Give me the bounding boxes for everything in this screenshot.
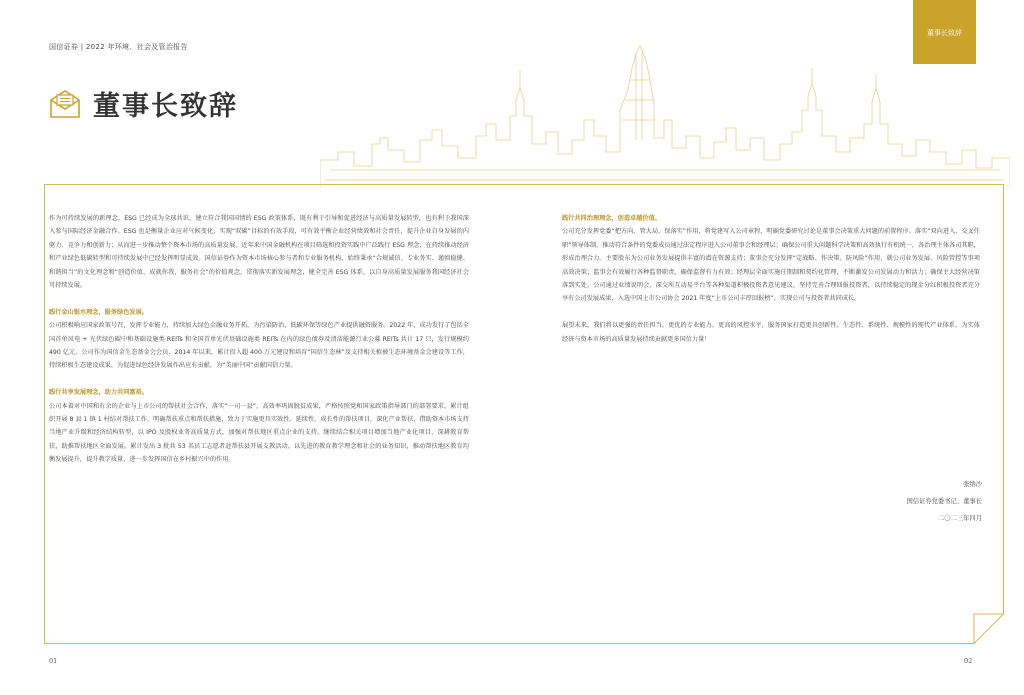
paragraph-body: 作为可持续发展的新理念，ESG 已经成为全球共识，建立符合我国国情的 ESG 政策体系，既有利于引导和促进经济与高质量发展转型，也有利于我国深入参与国际经济金融合作。ESG 也是衡量企业应对气候变化、实现“双碳”目标的有效手段，可有效平衡企业经营绩效和社会责任，提升企业自身发展的内驱力、竞争力和创新力；从而进一步推动整个资本市场的高质量发展。近年来中国金融机构在项目筛选和投资实践中广泛践行 ESG 理念，在持续推动经济和产业绿色低碳转型和可持续发展中已经发挥明显成效。国信证券作为资本市场核心参与者和专业服务机构，始终秉承“合规诚信、专业务实、谨慎稳健、和谐担当”的文化理念和“创造价值、成就你我、服务社会”的价值观念，贯彻落实新发展理念，健全完善 ESG 体系，以自身高质量发展服务我国经济社会可持续发展。 — [49, 215, 469, 290]
page-number-right: 02 — [964, 657, 973, 665]
paragraph-body: 公司充分发挥党委“把方向、管大局、保落实”作用，将党建写入公司章程，明确党委研究讨论是董事会决策重大问题的前置程序。落实“双向进入、交叉任职”领导体制，推动符合条件的党委成员通过法定程序进入公司董事会和经理层；确保公司重大问题科学决策和高效执行有机统一，各治理主体各司其职，形成治理合力。主要股东为公司业务发展提供丰富的潜在资源支持；董事会充分发挥“定战略、作决策、防风险”作用，就公司业务发展、风险管控等事项高效决策；监事会有效履行各种监督职责，确保监督有力有效；经理层全面实施任期制和契约化管理，不断激发公司发展动力和活力；确保主大经营决策落到实处。公司通过业绩说明会、深交所互动易平台等各种渠道积极投资者意见建议，坚持完善合理回报投资者，以持续稳定的现金分红积极投资者充分享有公司发展成果，入选中国上市公司协会 2021 年度“上市公司丰厚回报榜”，实现公司与投资者共同成长。 — [562, 228, 980, 303]
paragraph — [562, 212, 980, 306]
paragraph — [49, 306, 469, 373]
paragraph-body: 公司积极响应国家政策号召，发挥专业能力，持续加大绿色金融业务开拓，为污染防治、低碳环保等绿色产业提供融资服务。2022 年，成功发行了包括全国首单风电 + 光伏绿色碳中和基础设施类 REITs 和全国首单光伏基础设施类 REITs 在内的绿色债券及清洁能源行业公募 REITs 共计 17 只，发行规模约 490 亿元。公司作为国信金生态基金会会员，2014 年以来，累计投入超 400 万元建设和培育“国信生态林”及支持相关植被生态环境基金会建设等工作，持续积极生态建设成果，为促进绿色经济发展作出应有贡献，为“美丽中国”贡献国信力量。 — [49, 322, 469, 370]
signature-name: 张纳沙 — [963, 481, 982, 488]
signature-role: 国信证券党委书记、董事长 — [906, 498, 982, 505]
paragraph — [49, 212, 469, 292]
left-column — [49, 212, 469, 480]
right-column — [562, 212, 980, 359]
section-heading: 践行共同治理理念，创造卓越价值。 — [562, 215, 661, 222]
signature-date: 二〇二三年四月 — [937, 515, 982, 522]
section-tab-label: 董事长致辞 — [927, 29, 962, 37]
paragraph — [562, 319, 980, 346]
paragraph — [49, 386, 469, 466]
report-header: 国信证券 | 2022 年环境、社会及管治报告 — [49, 43, 188, 51]
envelope-letter-icon — [49, 89, 81, 119]
city-skyline-illustration — [320, 40, 1010, 188]
section-heading: 践行金山银水理念，服务绿色发展。 — [49, 308, 148, 316]
paragraph-body: 公司本着对中国和有余的企业与上市公司的帮扶社会合作，落实“一司一县”，高效率巩固脱贫成果，严格按照党和国家政策指导部门的部署要求，累计组织开展 8 县 1 镇 1 村结对帮扶工作，明确帮扶重点和帮扶措施，致力于实施更具实效性、延续性、成长性的帮扶项目，深化产业帮扶，借助资本市场支持当地产业升级和经济结构转型，以 IPO 及股权业务高质量方式，加强对帮扶地区重点企业的支持，继续结合相关项目增加当地产业化项目，深耕教育帮扶，助推帮扶地区全面发展。累计发出 3 批共 53 名员工志愿者赴帮扶县开展支教活动，以先进的教育教学理念和社会的业务知识，推动帮扶地区教育均衡发展提升，提升教学质量，进一步发挥国信在乡村振兴中的作用。 — [49, 402, 469, 464]
page-title: 董事长致辞 — [93, 91, 238, 122]
title-block — [49, 84, 238, 123]
section-heading: 践行共享发展理念，助力共同富裕。 — [49, 389, 148, 397]
page-number-left: 01 — [49, 657, 58, 665]
signature-block — [906, 476, 982, 527]
paragraph-body: 展望未来，我们将以更强的责任担当、更优的专业能力、更高的风控水平，服务国家打造更具创新性、生态性、系统性、规模性的现代产业体系，为实体经济与资本市场的高质量发展持续贡献更多国信力量！ — [562, 322, 980, 343]
